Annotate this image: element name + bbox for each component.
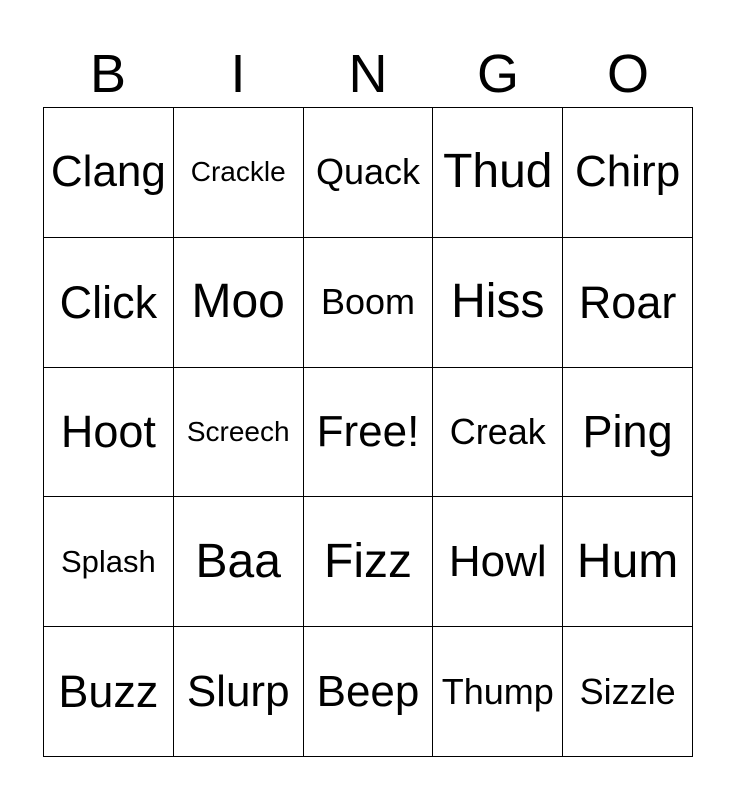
bingo-cell[interactable]: Boom: [304, 238, 434, 368]
bingo-cell[interactable]: Chirp: [563, 108, 693, 238]
bingo-cell[interactable]: Clang: [44, 108, 174, 238]
bingo-board: [43, 107, 693, 757]
header-letter-g: G: [476, 44, 519, 104]
bingo-cell[interactable]: Sizzle: [563, 627, 693, 757]
bingo-cell[interactable]: Howl: [433, 497, 563, 627]
bingo-cell[interactable]: Beep: [304, 627, 434, 757]
bingo-cell[interactable]: Creak: [433, 368, 563, 498]
header-letter-o: O: [606, 44, 649, 104]
bingo-cell[interactable]: Buzz: [44, 627, 174, 757]
bingo-cell[interactable]: Splash: [44, 497, 174, 627]
bingo-cell[interactable]: Thump: [433, 627, 563, 757]
bingo-cell[interactable]: Hum: [563, 497, 693, 627]
bingo-cell[interactable]: Baa: [174, 497, 304, 627]
header-letter-b: B: [89, 44, 127, 104]
bingo-cell[interactable]: Hoot: [44, 368, 174, 498]
free-space-cell[interactable]: Free!: [304, 368, 434, 498]
bingo-cell[interactable]: Quack: [304, 108, 434, 238]
bingo-header: [43, 40, 693, 108]
header-letter-n: N: [348, 44, 388, 104]
bingo-cell[interactable]: Click: [44, 238, 174, 368]
bingo-cell[interactable]: Screech: [174, 368, 304, 498]
bingo-cell[interactable]: Fizz: [304, 497, 434, 627]
header-letter-i: I: [230, 44, 246, 104]
bingo-cell[interactable]: Ping: [563, 368, 693, 498]
bingo-cell[interactable]: Slurp: [174, 627, 304, 757]
bingo-cell[interactable]: Hiss: [433, 238, 563, 368]
bingo-cell[interactable]: Moo: [174, 238, 304, 368]
bingo-cell[interactable]: Crackle: [174, 108, 304, 238]
bingo-cell[interactable]: Roar: [563, 238, 693, 368]
bingo-cell[interactable]: Thud: [433, 108, 563, 238]
